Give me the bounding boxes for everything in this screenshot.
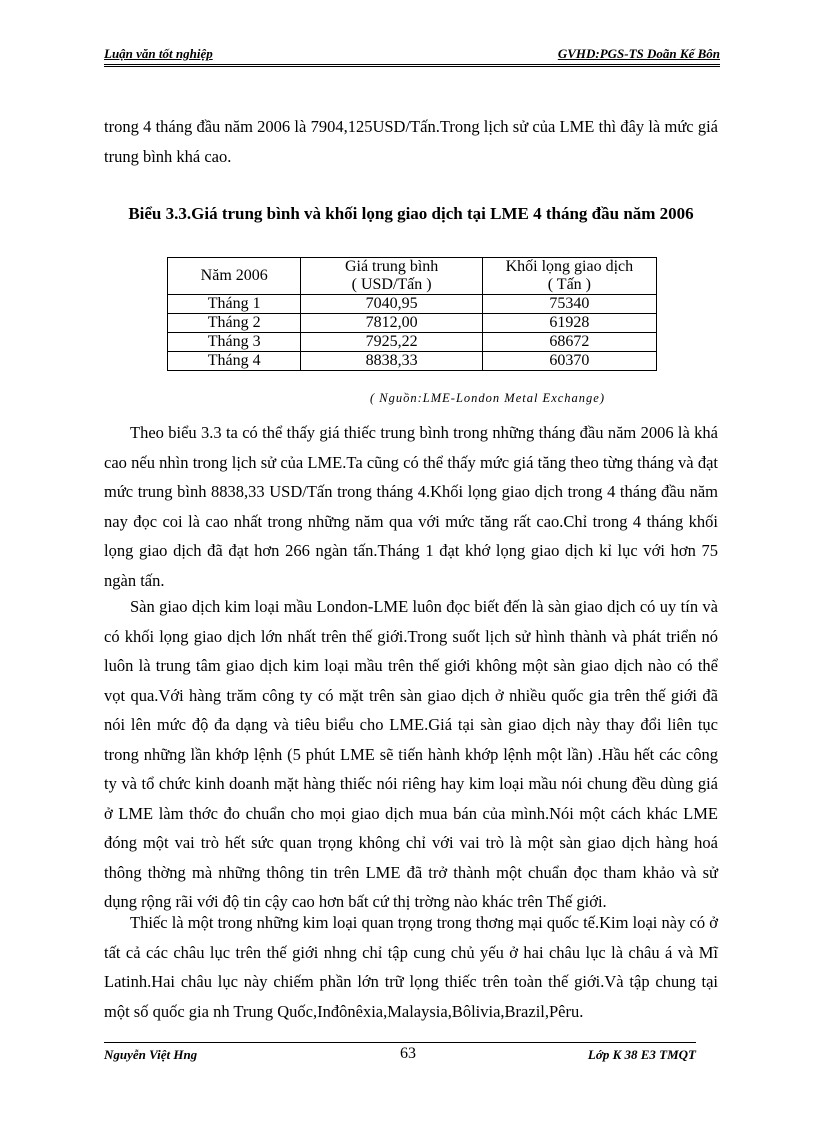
page-number: 63 xyxy=(400,1045,416,1062)
header-avg-price-line2: ( USD/Tấn ) xyxy=(351,276,432,293)
table-title: Biểu 3.3.Giá trung bình và khối lọng giao dịch tại LME 4 tháng đầu năm 2006 xyxy=(128,204,694,223)
paragraph-3 xyxy=(104,592,718,917)
cell-price: 8838,33 xyxy=(301,352,482,371)
cell-volume: 68672 xyxy=(482,333,656,352)
paragraph-2-text: Theo biểu 3.3 ta có thể thấy giá thiếc trung bình trong những tháng đầu năm 2006 là khá cao nếu nhìn trong lịch sử của LME.Ta cũng có thể thấy mức giá tăng theo từng tháng và đạt mức trung bình 8838,33 USD/Tấn trong tháng 4.Khối lọng giao dịch trong 4 tháng đầu năm nay đọc coi là cao nhất trong những năm qua với mức tăng rất cao.Chỉ trong 4 tháng khối lọng giao dịch đã đạt hơn 266 ngàn tấn.Tháng 1 đạt khớ lọng giao dịch kỉ lục với hơn 75 ngàn tấn. xyxy=(104,423,718,590)
header-year-text: Năm 2006 xyxy=(200,267,268,284)
cell-price: 7812,00 xyxy=(301,314,482,333)
paragraph-2 xyxy=(104,418,718,595)
table-row xyxy=(168,352,657,371)
cell-month: Tháng 2 xyxy=(168,314,301,333)
table-header-row xyxy=(168,258,657,295)
table-row xyxy=(168,333,657,352)
header-avg-price-line1: Giá trung bình xyxy=(344,258,439,275)
footer-class: Lớp K 38 E3 TMQT xyxy=(587,1047,696,1062)
cell-price: 7925,22 xyxy=(301,333,482,352)
header-volume-line1: Khối lọng giao dịch xyxy=(505,258,634,275)
price-volume-table xyxy=(167,257,657,371)
paragraph-4 xyxy=(104,908,718,1026)
header-volume-line2: ( Tấn ) xyxy=(547,276,591,293)
page-footer xyxy=(104,1042,696,1063)
paragraph-4-text: Thiếc là một trong những kim loại quan trọng trong thơng mại quốc tế.Kim loại này có ở tất cả các châu lục trên thế giới nhng chỉ tập cung chủ yếu ở hai châu lục là châu á và Mĩ Latinh.Hai châu lục này chiếm phần lớn trữ lọng thiếc trên toàn thế giới.Và tập chung tại một số quốc gia nh Trung Quốc,Inđônêxia,Malaysia,Bôlivia,Brazil,Pêru. xyxy=(104,913,718,1021)
header-right-text: GVHD:PGS-TS Doãn Kế Bôn xyxy=(557,46,720,61)
footer-author: Nguyễn Việt Hng xyxy=(104,1047,198,1062)
header-year xyxy=(168,258,301,295)
table-source: ( Nguồn:LME-London Metal Exchange) xyxy=(370,391,606,405)
cell-month: Tháng 3 xyxy=(168,333,301,352)
cell-volume: 60370 xyxy=(482,352,656,371)
page-header xyxy=(104,44,720,67)
header-volume xyxy=(482,258,656,295)
cell-month: Tháng 4 xyxy=(168,352,301,371)
paragraph-1: trong 4 tháng đầu năm 2006 là 7904,125USD/Tấn.Trong lịch sử của LME thì đây là mức giá trung bình khá cao. xyxy=(104,117,718,166)
cell-price: 7040,95 xyxy=(301,295,482,314)
cell-volume: 61928 xyxy=(482,314,656,333)
header-left-text: Luận văn tốt nghiệp xyxy=(104,46,213,61)
table-row xyxy=(168,314,657,333)
cell-month: Tháng 1 xyxy=(168,295,301,314)
cell-volume: 75340 xyxy=(482,295,656,314)
header-avg-price xyxy=(301,258,482,295)
paragraph-3-text: Sàn giao dịch kim loại mầu London-LME luôn đọc biết đến là sàn giao dịch có uy tín và có khối lọng giao dịch lớn nhất trên thế giới.Trong suốt lịch sử hình thành và phát triển nó luôn là trung tâm giao dịch kim loại mầu trên thế giới không một sàn giao dịch nào có thể vọt qua.Với hàng trăm công ty có mặt trên sàn giao dịch ở nhiều quốc gia trên thế giới đã nói lên mức độ đa dạng và tiêu biểu cho LME.Giá tại sàn giao dịch này thay đổi liên tục trong những lần khớp lệnh (5 phút LME sẽ tiến hành khớp lệnh một lần) .Hầu hết các công ty và tổ chức kinh doanh mặt hàng thiếc nói riêng hay kim loại mầu nói chung đều dùng giá ở LME làm thớc đo chuẩn cho mọi giao dịch mua bán của mình.Nói một cách khác LME đóng một vai trò hết sức quan trọng không chỉ với vai trò là một sàn giao dịch hàng hoá thông thờng mà những thông tin trên LME đã trở thành một chuẩn đọc tham khảo và sử dụng rộng rãi với độ tin cậy cao hơn bất cứ thị trờng nào khác trên Thế giới. xyxy=(104,597,718,911)
table-row xyxy=(168,295,657,314)
